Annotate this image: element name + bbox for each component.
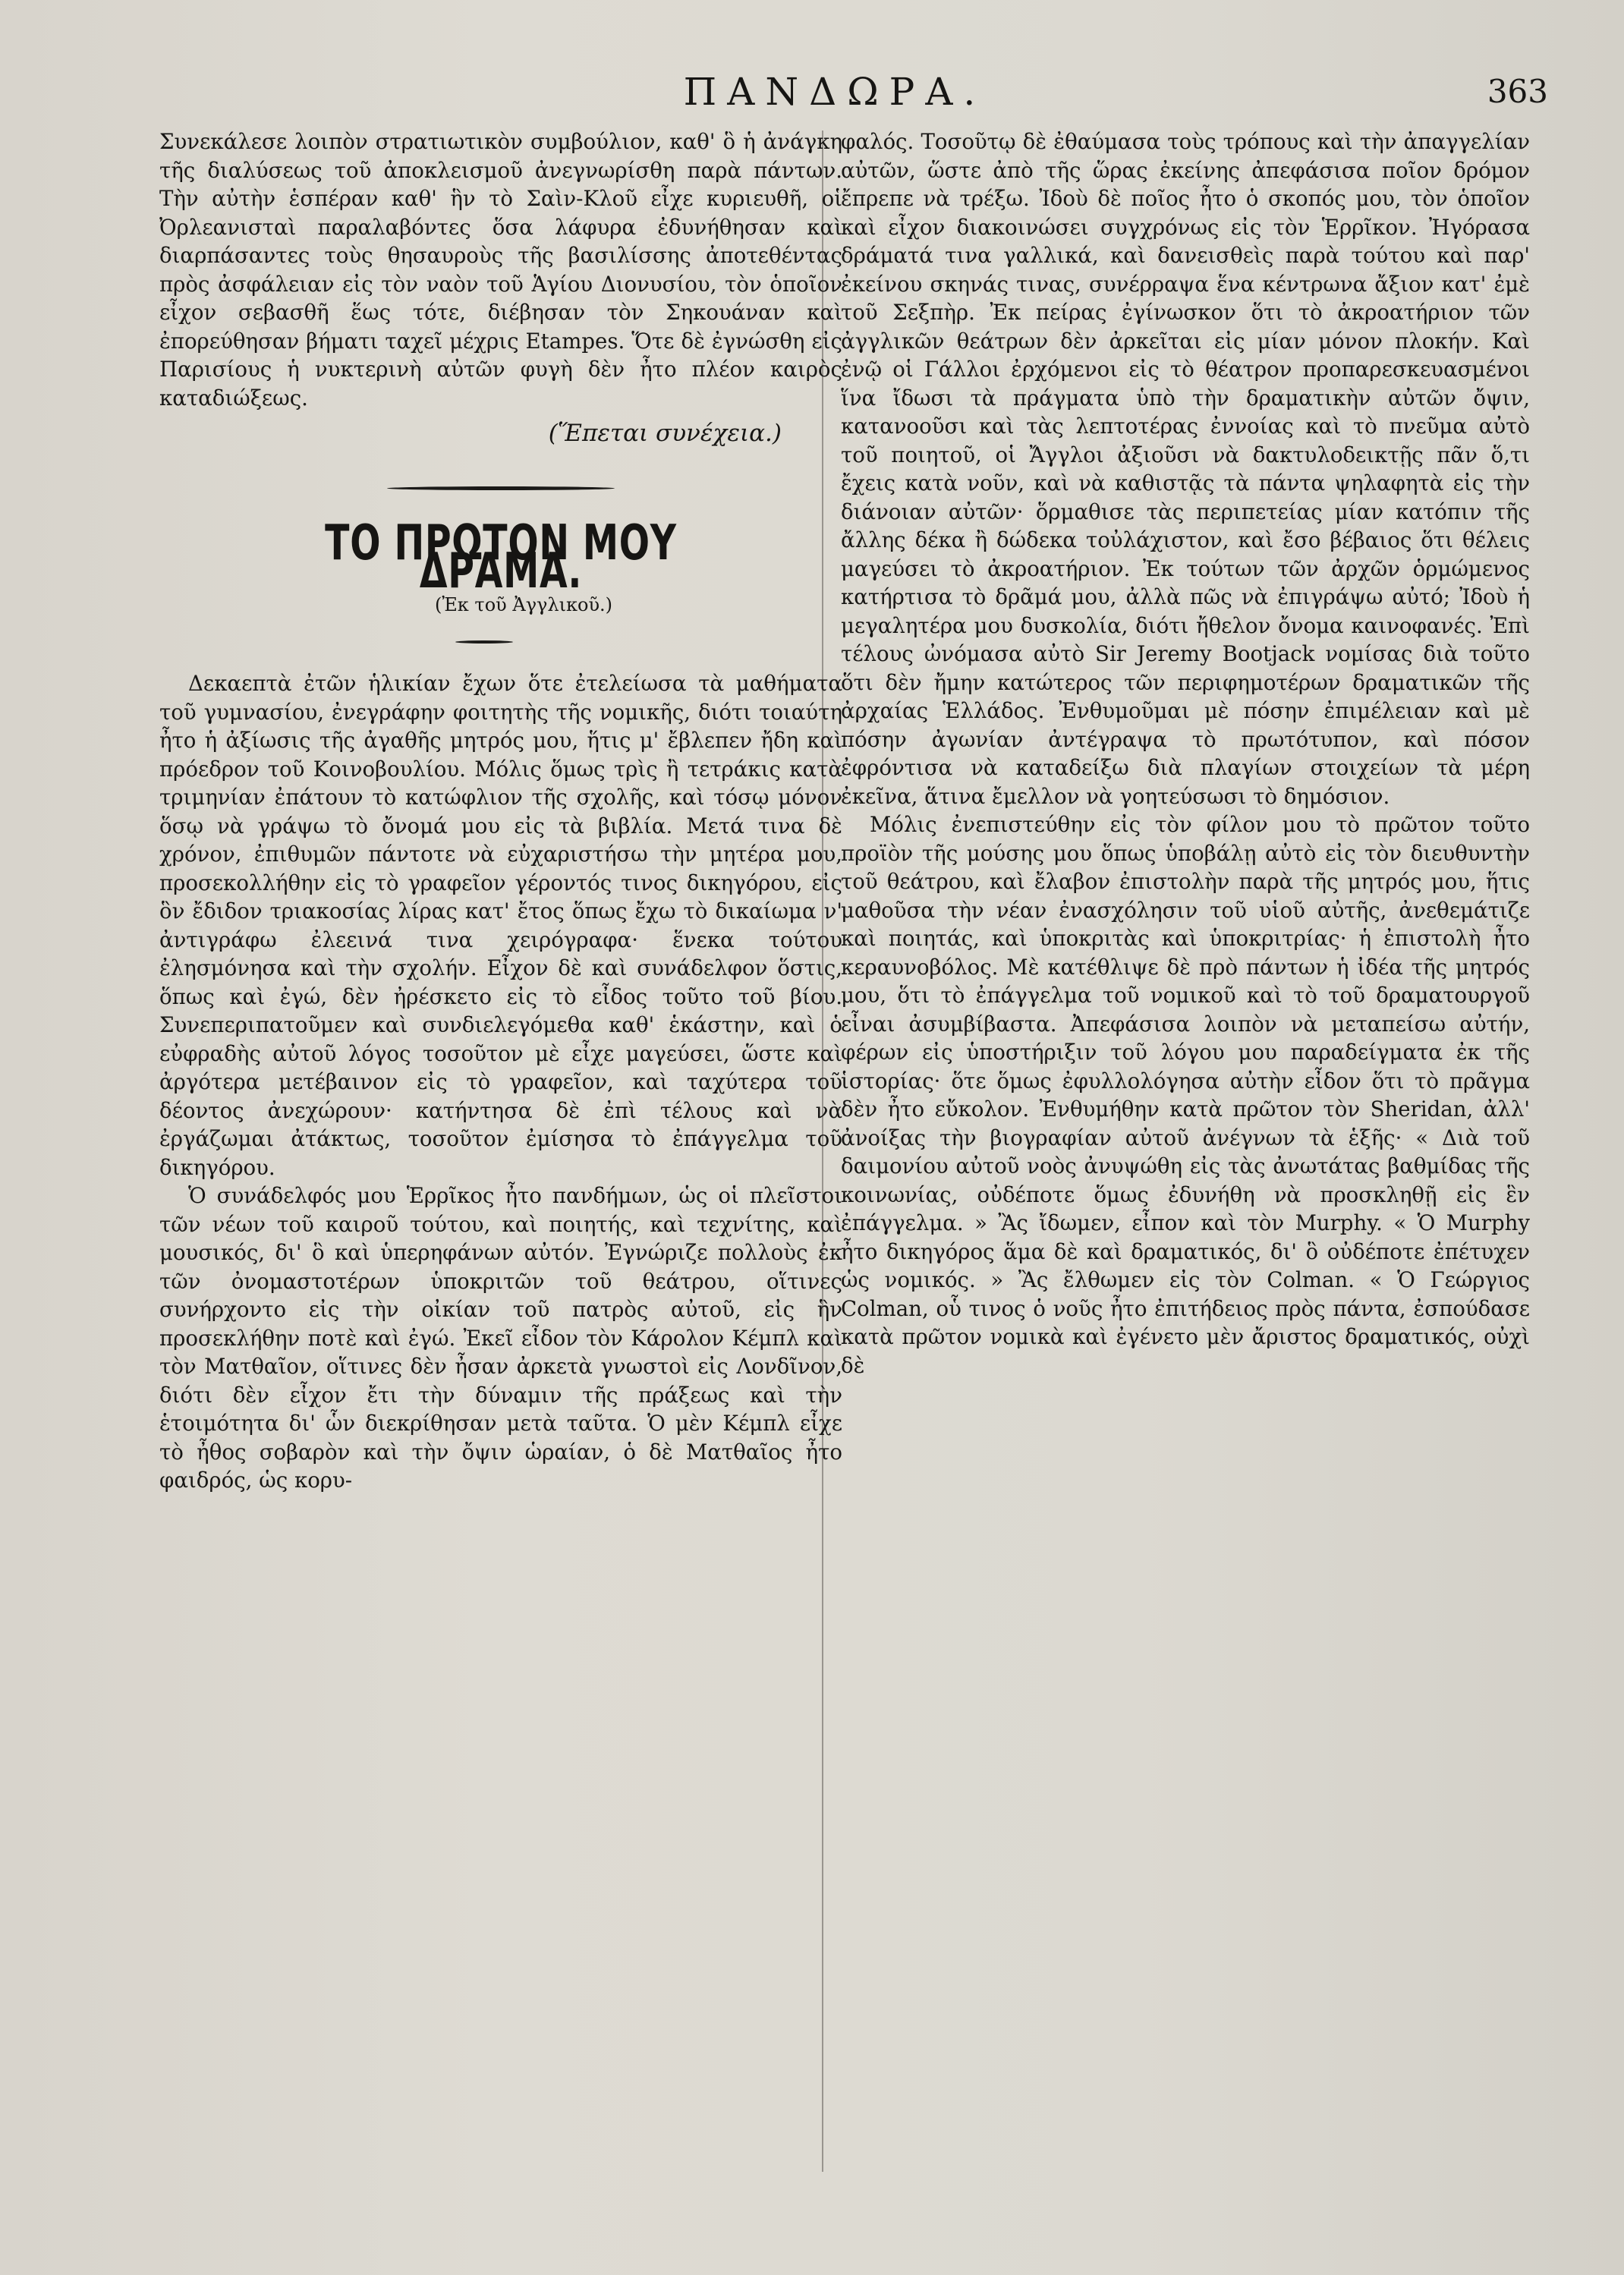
opening-paragraph: Συνεκάλεσε λοιπὸν στρατιωτικὸν συμβούλιον, καθ' ὃ ἡ ἀνάγκη τῆς διαλύσεως τοῦ ἀποκλεισμοῦ ἀνεγνωρίσθη παρὰ πάντων. Τὴν αὐτὴν ἑσπέραν καθ' ἣν τὸ Σαὶν-Κλοῦ εἶχε κυριευθῆ, οἱ Ὀρλεανισταὶ παραλαβόντες ὅσα λάφυρα ἐδυνήθησαν καὶ διαρπάσαντες τοὺς θησαυροὺς τῆς βασιλίσσης ἀποτεθέντας πρὸς ἀσφάλειαν εἰς τὸν ναὸν τοῦ Ἁγίου Διονυσίου, τὸν ὁποῖον εἶχον σεβασθῆ ἕως τότε, διέβησαν τὸν Σηκουάναν καὶ ἐπορεύθησαν βήματι ταχεῖ μέχρις Etampes. Ὅτε δὲ ἐγνώσθη εἰς Παρισίους ἡ νυκτερινὴ αὐτῶν φυγὴ δὲν ἦτο πλέον καιρὸς καταδιώξεως. — [159, 129, 842, 411]
right-column — [841, 127, 1530, 1380]
article-paragraph-3: φαλός. Τοσοῦτῳ δὲ ἐθαύμασα τοὺς τρόπους καὶ τὴν ἀπαγγελίαν αὐτῶν, ὥστε ἀπὸ τῆς ὥρας ἐκείνης ἀπεφάσισα ποῖον δρόμον ἔπρεπε νὰ τρέξω. Ἰδοὺ δὲ ποῖος ἦτο ὁ σκοπός μου, τὸν ὁποῖον καὶ εἶχον διακοινώσει συγχρόνως εἰς τὸν Ἑρρῖκον. Ἠγόρασα δράματά τινα γαλλικά, καὶ δανεισθεὶς παρὰ τούτου καὶ παρ' ἐκείνου σκηνάς τινας, συνέρραψα ἕνα κέντρωνα ἄξιον κατ' ἐμὲ τοῦ Σεξπὴρ. Ἐκ πείρας ἐγίνωσκον ὅτι τὸ ἀκροατήριον τῶν ἀγγλικῶν θεάτρων δὲν ἀρκεῖται εἰς μίαν μόνον πλοκήν. Καὶ ἐνῷ οἱ Γάλλοι ἐρχόμενοι εἰς τὸ θέατρον προπαρεσκευασμένοι ἵνα ἴδωσι τὰ πράγματα ὑπὸ τὴν δραματικὴν αὐτῶν ὄψιν, κατανοοῦσι καὶ τὰς λεπτοτέρας ἐννοίας καὶ τὸ πνεῦμα αὐτὸ τοῦ ποιητοῦ, οἱ Ἄγγλοι ἀξιοῦσι νὰ δακτυλοδεικτῇς πᾶν ὅ,τι ἔχεις κατὰ νοῦν, καὶ νὰ καθιστᾷς τὰ πάντα ψηλαφητὰ εἰς τὴν διάνοιαν αὐτῶν· ὅρμαθισε τὰς περιπετείας μίαν κατόπιν τῆς ἄλλης δέκα ἢ δώδεκα τοὐλάχιστον, καὶ ἔσο βέβαιος ὅτι θέλεις μαγεύσει τὸ ἀκροατήριον. Ἐκ τούτων τῶν ἀρχῶν ὁρμώμενος κατήρτισα τὸ δρᾶμά μου, ἀλλὰ πῶς νὰ ἐπιγράψω αὐτό; Ἰδοὺ ἡ μεγαλητέρα μου δυσκολία, διότι ἤθελον ὄνομα καινοφανές. Ἐπὶ τέλους ὠνόμασα αὐτὸ Sir Jeremy Bootjack νομίσας διὰ τοῦτο ὅτι δὲν ἤμην κατώτερος τῶν περιφημοτέρων δραματικῶν τῆς ἀρχαίας Ἑλλάδος. Ἐνθυμοῦμαι μὲ πόσην ἐπιμέλειαν καὶ μὲ πόσην ἀγωνίαν ἀντέγραψα τὸ πρωτότυπον, καὶ πόσον ἐφρόντισα νὰ καταδείξω διὰ πλαγίων στοιχείων τὰ μέρη ἐκεῖνα, ἅτινα ἔμελλον νὰ γοητεύσωσι τὸ δημόσιον. — [841, 129, 1530, 809]
article-paragraph-1: Δεκαεπτὰ ἐτῶν ἡλικίαν ἔχων ὅτε ἐτελείωσα τὰ μαθήματα τοῦ γυμνασίου, ἐνεγράφην φοιτητὴς τῆς νομικῆς, διότι τοιαύτη ἦτο ἡ ἀξίωσις τῆς ἀγαθῆς μητρός μου, ἥτις μ' ἔβλεπεν ἤδη καὶ πρόεδρον τοῦ Κοινοβουλίου. Μόλις ὅμως τρὶς ἢ τετράκις κατὰ τριμηνίαν ἐπάτουν τὸ κατώφλιον τῆς σχολῆς, καὶ τόσῳ μόνον ὅσῳ νὰ γράψω τὸ ὄνομά μου εἰς τὰ βιβλία. Μετά τινα δὲ χρόνον, ἐπιθυμῶν πάντοτε νὰ εὐχαριστήσω τὴν μητέρα μου, προσεκολλήθην εἰς τὸ γραφεῖον γέροντός τινος δικηγόρου, εἰς ὃν ἔδιδον τριακοσίας λίρας κατ' ἔτος ὅπως ἔχω τὸ δικαίωμα ν' ἀντιγράφω ἐλεεινά τινα χειρόγραφα· ἕνεκα τούτου ἐλησμόνησα καὶ τὴν σχολήν. Εἶχον δὲ καὶ συνάδελφον ὅστις, ὅπως καὶ ἐγώ, δὲν ἠρέσκετο εἰς τὸ εἶδος τοῦτο τοῦ βίου. Συνεπεριπατοῦμεν καὶ συνδιελεγόμεθα καθ' ἑκάστην, καὶ ὁ εὐφραδὴς αὐτοῦ λόγος τοσοῦτον μὲ εἶχε μαγεύσει, ὥστε καὶ ἀργότερα μετέβαινον εἰς τὸ γραφεῖον, καὶ ταχύτερα τοῦ δέοντος ἀνεχώρουν· κατήντησα δὲ ἐπὶ τέλους καὶ νὰ ἐργάζωμαι ἀτάκτως, τοσοῦτον ἐμίσησα τὸ ἐπάγγελμα τοῦ δικηγόρου. — [159, 671, 842, 1180]
article-title: ΤΟ ΠΡΩΤΟΝ ΜΟΥ ΔΡΑΜΑ. — [325, 514, 677, 599]
article-paragraph-2: Ὁ συνάδελφός μου Ἑρρῖκος ἦτο πανδήμων, ὡς οἱ πλεῖστοι τῶν νέων τοῦ καιροῦ τούτου, καὶ ποιητής, καὶ τεχνίτης, καὶ μουσικός, δι' ὃ καὶ ὑπερηφάνων αὐτόν. Ἐγνώριζε πολλοὺς ἐκ τῶν ὀνομαστοτέρων ὑποκριτῶν τοῦ θεάτρου, οἵτινες συνήρχοντο εἰς τὴν οἰκίαν τοῦ πατρὸς αὐτοῦ, εἰς ἣν προσεκλήθην ποτὲ καὶ ἐγώ. Ἐκεῖ εἶδον τὸν Κάρολον Κέμπλ καὶ τὸν Ματθαῖον, οἵτινες δὲν ἦσαν ἀρκετὰ γνωστοὶ εἰς Λονδῖνον, διότι δὲν εἶχον ἔτι τὴν δύναμιν τῆς πράξεως καὶ τὴν ἑτοιμότητα δι' ὧν διεκρίθησαν μετὰ ταῦτα. Ὁ μὲν Κέμπλ εἶχε τὸ ἦθος σοβαρὸν καὶ τὴν ὄψιν ὡραίαν, ὁ δὲ Ματθαῖος ἦτο φαιδρός, ὡς κορυ- — [159, 1183, 842, 1493]
journal-title: ΠΑΝΔΩΡΑ. — [683, 70, 987, 114]
continued-note: (Ἕπεται συνέχεια.) — [548, 420, 782, 447]
article-source: (Ἐκ τοῦ Ἀγγλικοῦ.) — [434, 593, 613, 615]
section-divider-rule — [387, 486, 615, 490]
left-column — [159, 127, 842, 1495]
page-number: 363 — [1487, 73, 1548, 110]
article-paragraph-4: Μόλις ἐνεπιστεύθην εἰς τὸν φίλον μου τὸ πρῶτον τοῦτο προϊὸν τῆς μούσης μου ὅπως ὑποβάλῃ αὐτὸ εἰς τὸν διευθυντὴν τοῦ θεάτρου, καὶ ἔλαβον ἐπιστολὴν παρὰ τῆς μητρός μου, ἥτις μαθοῦσα τὴν νέαν ἐνασχόλησιν τοῦ υἱοῦ αὐτῆς, ἀνεθεμάτιζε καὶ ποιητάς, καὶ ὑποκριτὰς καὶ ὑποκριτρίας· ἡ ἐπιστολὴ ἦτο κεραυνοβόλος. Μὲ κατέθλιψε δὲ πρὸ πάντων ἡ ἰδέα τῆς μητρός μου, ὅτι τὸ ἐπάγγελμα τοῦ νομικοῦ καὶ τὸ τοῦ δραματουργοῦ εἶναι ἀσυμβίβαστα. Ἀπεφάσισα λοιπὸν νὰ μεταπείσω αὐτήν, φέρων εἰς ὑποστήριξιν τοῦ λόγου μου παραδείγματα ἐκ τῆς ἱστορίας· ὅτε ὅμως ἐφυλλολόγησα αὐτὴν εἶδον ὅτι τὸ πρᾶγμα δὲν ἦτο εὔκολον. Ἐνθυμήθην κατὰ πρῶτον τὸν Sheridan, ἀλλ' ἀνοίξας τὴν βιογραφίαν αὐτοῦ ἀνέγνων τὰ ἑξῆς· « Διὰ τοῦ δαιμονίου αὐτοῦ νοὸς ἀνυψώθη εἰς τὰς ἀνωτάτας βαθμίδας τῆς κοινωνίας, οὐδέποτε ὅμως ἐδυνήθη νὰ προσκληθῇ εἰς ἓν ἐπάγγελμα. » Ἂς ἴδωμεν, εἶπον καὶ τὸν Murphy. « Ὁ Murphy ἦτο δικηγόρος ἅμα δὲ καὶ δραματικός, δι' ὃ οὐδέποτε ἐπέτυχεν ὡς νομικός. » Ἂς ἔλθωμεν εἰς τὸν Colman. « Ὁ Γεώργιος Colman, οὗ τινος ὁ νοῦς ἦτο ἐπιτήδειος πρὸς πάντα, ἐσπούδασε κατὰ πρῶτον νομικὰ καὶ ἐγένετο μὲν ἄριστος δραματικός, οὐχὶ δὲ — [841, 812, 1530, 1378]
running-head — [121, 70, 1548, 123]
title-underline-rule — [455, 640, 513, 643]
